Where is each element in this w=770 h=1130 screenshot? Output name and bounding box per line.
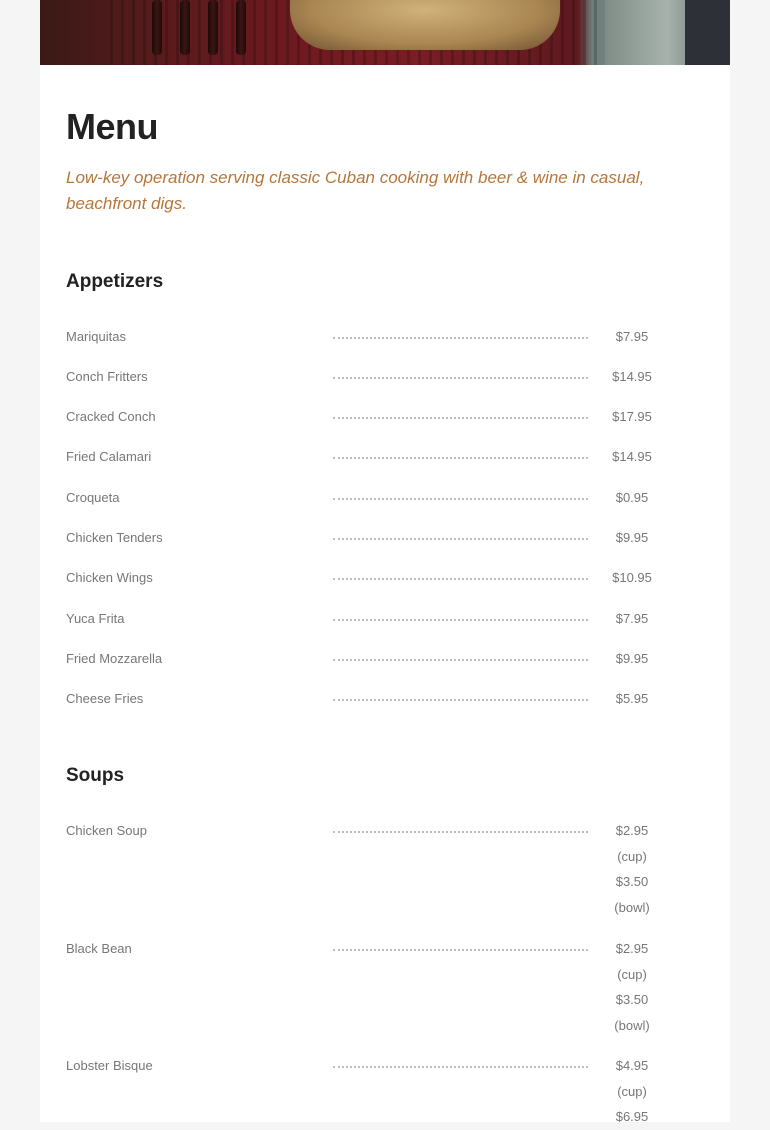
menu-item-name: Chicken Soup [66, 823, 147, 838]
menu-item-price: $14.95 [612, 449, 652, 464]
dotted-leader [333, 457, 588, 459]
restaurant-photo [40, 0, 730, 65]
restaurant-tagline: Low-key operation serving classic Cuban cooking with beer & wine in casual, beachfront digs. [66, 168, 645, 213]
menu-item-price: $17.95 [612, 409, 652, 424]
dotted-leader [333, 659, 588, 661]
menu-item-name: Fried Calamari [66, 449, 152, 464]
dotted-leader [333, 949, 588, 951]
menu-card [40, 0, 730, 1125]
menu-item-price: $7.95 [615, 611, 649, 626]
section-title-soups: Soups [66, 765, 125, 786]
menu-item-name: Croqueta [66, 490, 120, 505]
menu-item-price: $14.95 [612, 369, 652, 384]
menu-item-price: $9.95 [615, 651, 649, 666]
dotted-leader [333, 1066, 588, 1068]
section-title-appetizers: Appetizers [66, 271, 164, 292]
menu-item-price: $2.95 (cup) $3.50 (bowl) [614, 823, 650, 916]
dotted-leader [333, 337, 588, 339]
menu-item-price: $5.95 [615, 691, 649, 706]
menu-item-name: Lobster Bisque [66, 1058, 153, 1073]
menu-item-name: Fried Mozzarella [66, 651, 163, 666]
dotted-leader [333, 377, 588, 379]
menu-item-name: Mariquitas [66, 329, 126, 344]
menu-item-price: $4.95 (cup) $6.95 [615, 1058, 649, 1125]
dotted-leader [333, 619, 588, 621]
menu-item-price: $7.95 [615, 329, 649, 344]
dotted-leader [333, 578, 588, 580]
dotted-leader [333, 699, 588, 701]
page-title: Menu [66, 106, 158, 147]
menu-item-name: Chicken Tenders [66, 530, 163, 545]
menu-item-name: Cracked Conch [66, 409, 156, 424]
menu-item-name: Yuca Frita [66, 611, 125, 626]
dotted-leader [333, 417, 588, 419]
dotted-leader [333, 831, 588, 833]
dotted-leader [333, 538, 588, 540]
menu-item-price: $2.95 (cup) $3.50 (bowl) [614, 941, 650, 1034]
menu-item-name: Chicken Wings [66, 570, 153, 585]
dotted-leader [333, 498, 588, 500]
menu-item-name: Black Bean [66, 941, 132, 956]
menu-item-name: Conch Fritters [66, 369, 148, 384]
menu-item-price: $10.95 [612, 570, 652, 585]
menu-item-price: $9.95 [615, 530, 649, 545]
menu-item-name: Cheese Fries [66, 691, 144, 706]
menu-item-price: $0.95 [615, 490, 649, 505]
